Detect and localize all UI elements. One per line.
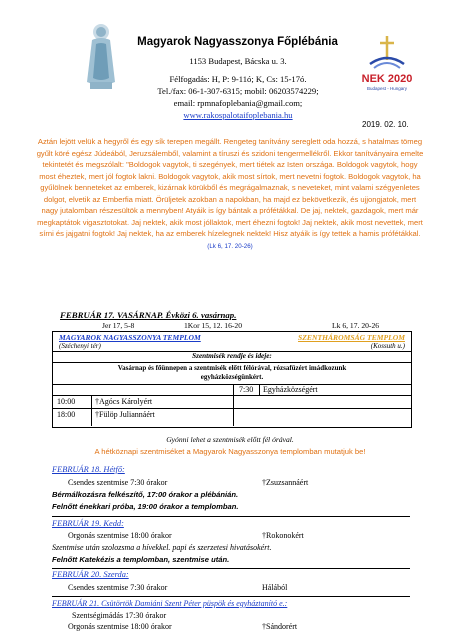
tuesday-intention: †Rokonokért	[262, 531, 304, 540]
monday-confirmation: Bérmálkozásra felkészítő, 17:00 órakor a plébánián.	[52, 490, 239, 499]
nek-title: NEK 2020	[362, 73, 412, 85]
table-divider	[233, 385, 234, 396]
monday-choir: Felnőtt énekkari próba, 19:00 órakor a templomban.	[52, 502, 239, 511]
masses-heading-row	[53, 352, 411, 363]
mass-time: 18:00	[57, 410, 76, 419]
office-hours: Félfogadás: H, P: 9-11ó; K, Cs: 15-17ó.	[169, 74, 307, 84]
day-title-tuesday: FEBRUÁR 19. Kedd:	[52, 519, 124, 528]
church-left-name: MAGYAROK NAGYASSZONYA TEMPLOM	[59, 333, 201, 342]
confession-note: Gyónni lehet a szentmisék előtt fél órával.	[166, 435, 294, 444]
nek-2020-logo-icon	[362, 34, 412, 92]
weekday-notice: A hétköznapi szentmiséket a Magyarok Nagyasszonya templomban mutatjuk be!	[94, 447, 366, 456]
day-title-monday: FEBRUÁR 18. Hétfő:	[52, 465, 125, 474]
tuesday-prayer: Szentmise után szolozsma a hívekkel. papi és szerzetesi hivatásokért.	[52, 543, 272, 552]
church-right-location: (Kossuth u.)	[370, 342, 405, 350]
monday-mass: Csendes szentmise 7:30 órakor	[68, 478, 168, 487]
table-divider	[91, 396, 92, 426]
parish-address: 1153 Budapest, Bácska u. 3.	[189, 56, 287, 66]
church-left-location: (Széchenyi tér)	[59, 342, 101, 350]
rosary-note: Vasárnap és főünnepen a szentmisék előtt félórával, rózsafüzért imádkozunk egyházközségünkért.	[117, 364, 347, 381]
table-divider	[259, 385, 260, 396]
reading-gospel: Lk 6, 17. 20-26	[332, 321, 380, 330]
day-title-wednesday: FEBRUÁR 20. Szerda:	[52, 570, 129, 579]
day-title-thursday: FEBRUÁR 21. Csütörtök Damiáni Szent Péter püspök és egyháztanító e.:	[52, 599, 288, 608]
masses-heading: Szentmisék rendje és ideje:	[192, 352, 272, 360]
table-divider	[233, 396, 234, 426]
thursday-mass: Orgonás szentmise 18:00 órakor	[68, 622, 172, 631]
thursday-intention: †Sándorért	[262, 622, 298, 631]
wednesday-intention: Hálából	[262, 583, 288, 592]
website-link[interactable]: www.rakospalotaifoplebania.hu	[183, 110, 293, 120]
gospel-reference: (Lk 6, 17. 20-26)	[207, 242, 253, 250]
gospel-body: Aztán lejött velük a hegyről és egy sík terepen megállt. Rengeteg tanítvány sereglett oda hozzá, s hatalmas tömeg gyűlt köré egész Júdeából, Jeruzsálemből, valamint a tíruszi és szidoni tengermellékről. Ekkor tanítványaira emelte tekintetét és megszólalt: "Boldogok vagytok, ti szegények, mert tiétek az Isten országa. Boldogok vagytok, hogy most éheztek, mert jól fogtok lakni. Boldogok vagytok, akik most sírtok, mert nevetni fogtok. Boldogok vagytok, ha gyűlölnek benneteket az emberek, kizárnak körükből és megrágalmaznak, s neveteket, mint valami szégyenletes dolgot, elvetik az Emberfia miatt. Örüljetek azokban a napokban, ha majd ez bekövetkezik, és ujjongjatok, mert nagy jutalomban részesültök a mennyben! Atyáik is így bántak a prófétákkal. De jaj, nektek, gazdagok, mert már megkaptátok vigasztotokat. Jaj nektek, akik most jóllaktok, mert éhezni fogtok! Jaj nektek, akik most nevettek, mert sírni és jajgatni fogtok! Jaj nektek, ha az emberek hízelegnek nektek! Hisz atyáik is így tettek a hamis prófétákkal.	[36, 137, 424, 239]
rosary-note-row	[53, 363, 411, 385]
divider	[52, 568, 410, 569]
email-line: email: rpmnafoplebania@gmail.com;	[173, 98, 303, 108]
monday-intention: †Zsuzsannáért	[262, 478, 309, 487]
tuesday-catechesis: Felnőtt Katekézis a templomban, szentmise után.	[52, 555, 230, 564]
mass-row-2	[53, 396, 411, 409]
mass-intention: Egyházközségért	[263, 385, 318, 394]
parish-title: Magyarok Nagyasszonya Főplébánia	[137, 36, 338, 48]
mass-time: 10:00	[57, 397, 76, 406]
gospel-text	[36, 136, 424, 252]
divider	[52, 596, 410, 597]
mass-time: 7:30	[239, 385, 254, 394]
mass-row-1	[53, 385, 411, 396]
church-right-name: SZENTHÁROMSÁG TEMPLOM	[298, 333, 405, 342]
nek-subtitle: Budapest - Hungary	[366, 86, 408, 91]
church-header-row	[53, 332, 411, 352]
divider	[52, 516, 410, 517]
reading-second: 1Kor 15, 12. 16-20	[184, 321, 243, 330]
madonna-statue-icon	[82, 22, 120, 90]
mass-row-3	[53, 409, 411, 426]
phone-line: Tel./fax: 06-1-307-6315; mobil: 06203574229;	[157, 86, 319, 96]
sunday-title: FEBRUÁR 17. VASÁRNAP. Évközi 6. vasárnap.	[60, 310, 237, 320]
bulletin-date: 2019. 02. 10.	[362, 120, 409, 129]
mass-intention: †Agócs Károlyért	[95, 397, 153, 406]
wednesday-mass: Csendes szentmise 7:30 órakor	[68, 583, 168, 592]
reading-first: Jer 17, 5-8	[102, 321, 135, 330]
tuesday-mass: Orgonás szentmise 18:00 órakor	[68, 531, 172, 540]
mass-intention: †Fülöp Juliannáért	[95, 410, 155, 419]
thursday-adoration: Szentségimádás 17:30 órakor	[72, 611, 167, 620]
sunday-mass-table	[52, 331, 412, 428]
